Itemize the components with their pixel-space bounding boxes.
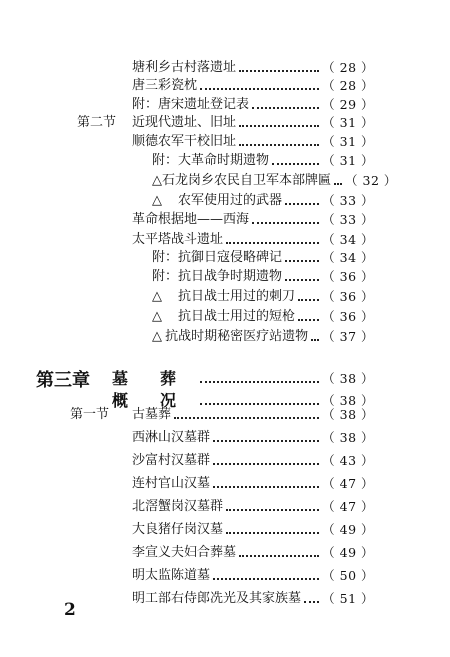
dot-leader (239, 70, 319, 72)
dot-leader (272, 163, 319, 165)
dot-leader (174, 417, 319, 419)
toc-entry-page: （ 32 ） (345, 173, 397, 188)
toc-entry-title: 石龙岗乡农民自卫军本部牌匾 (162, 173, 332, 188)
section-label: 第一节 (70, 407, 110, 422)
toc-entry-page: （ 29 ） (322, 97, 374, 112)
toc-entry-page: （ 37 ） (322, 329, 374, 344)
toc-entry-title: 抗日战士用过的刺刀 (178, 289, 296, 304)
toc-entry[interactable] (132, 589, 374, 609)
toc-entry[interactable] (132, 543, 374, 563)
dot-leader (213, 440, 319, 442)
triangle-icon: △ (152, 193, 162, 208)
toc-entry-title: 附：抗御日寇侵略碑记 (152, 250, 283, 265)
toc-entry-page: （ 49 ） (322, 545, 374, 560)
toc-entry[interactable] (152, 287, 374, 307)
toc-entry-title: 农军使用过的武器 (178, 193, 283, 208)
toc-entry[interactable] (132, 58, 374, 78)
toc-entry[interactable] (152, 327, 374, 347)
toc-entry[interactable] (132, 520, 374, 540)
toc-entry-page: （ 51 ） (322, 591, 374, 606)
toc-entry-page: （ 49 ） (322, 522, 374, 537)
dot-leader (285, 260, 319, 262)
toc-entry-title: 抗日战士用过的短枪 (178, 309, 296, 324)
toc-entry[interactable] (152, 171, 397, 191)
toc-entry[interactable] (132, 113, 374, 133)
chapter-overview-title: 概 况 (112, 391, 177, 410)
toc-entry[interactable] (132, 405, 374, 425)
dot-leader (334, 183, 342, 185)
toc-entry-page: （ 28 ） (322, 60, 374, 75)
toc-entry-page: （ 47 ） (322, 476, 374, 491)
triangle-icon: △ (152, 309, 162, 324)
dot-leader (252, 222, 319, 224)
section-label: 第二节 (77, 115, 117, 130)
toc-entry-title: 明工部右侍郎冼光及其家族墓 (132, 591, 302, 606)
chapter-title: 墓 葬 (112, 369, 177, 388)
toc-entry-title: 大良猪仔岗汉墓 (132, 522, 224, 537)
toc-entry-title: 北滘蟹岗汉墓群 (132, 499, 224, 514)
toc-entry-page: （ 34 ） (322, 250, 374, 265)
toc-entry[interactable] (152, 151, 374, 171)
toc-entry[interactable] (132, 497, 374, 517)
dot-leader (311, 339, 319, 341)
toc-entry[interactable] (132, 132, 374, 152)
toc-entry[interactable] (132, 451, 374, 471)
toc-entry-page: （ 28 ） (322, 78, 374, 93)
toc-entry-page: （ 34 ） (322, 232, 374, 247)
toc-entry[interactable] (152, 267, 374, 287)
dot-leader (200, 88, 319, 90)
chapter-title-entry[interactable] (112, 369, 374, 389)
toc-entry-page: （ 36 ） (322, 289, 374, 304)
dot-leader (239, 555, 319, 557)
toc-entry-page: （ 36 ） (322, 309, 374, 324)
toc-entry-page: （ 33 ） (322, 212, 374, 227)
dot-leader (252, 107, 319, 109)
toc-entry-title: 李宣义夫妇合葬墓 (132, 545, 237, 560)
toc-entry-page: （ 31 ） (322, 134, 374, 149)
toc-entry-page: （ 33 ） (322, 193, 374, 208)
toc-entry-page: （ 43 ） (322, 453, 374, 468)
toc-entry[interactable] (132, 76, 374, 96)
toc-entry[interactable] (132, 566, 374, 586)
toc-entry-title: 顺德农军干校旧址 (132, 134, 237, 149)
toc-entry[interactable] (152, 248, 374, 268)
toc-entry-title: 革命根据地——西海 (132, 212, 250, 227)
toc-entry-title: 附：抗日战争时期遗物 (152, 269, 283, 284)
triangle-icon: △ (152, 173, 162, 188)
page-number: 2 (64, 600, 76, 620)
toc-entry-page: （ 38 ） (322, 430, 374, 445)
dot-leader (213, 578, 319, 580)
dot-leader (285, 203, 319, 205)
toc-entry-title: 附：大革命时期遗物 (152, 153, 270, 168)
toc-entry-title: 古墓葬 (132, 407, 172, 422)
toc-entry-page: （ 36 ） (322, 269, 374, 284)
toc-entry-title: 唐三彩瓷枕 (132, 78, 198, 93)
toc-entry[interactable] (152, 191, 374, 211)
toc-entry-page: （ 31 ） (322, 153, 374, 168)
toc-entry-title: 塘利乡古村落遗址 (132, 60, 237, 75)
toc-entry-title: 西淋山汉墓群 (132, 430, 211, 445)
toc-entry-title: 连村官山汉墓 (132, 476, 211, 491)
dot-leader (226, 242, 319, 244)
dot-leader (298, 319, 319, 321)
dot-leader (304, 601, 319, 603)
triangle-icon: △ (152, 289, 162, 304)
toc-entry-page: （ 31 ） (322, 115, 374, 130)
toc-entry-page: （ 38 ） (322, 393, 374, 408)
dot-leader (226, 509, 319, 511)
toc-entry-title: 太平塔战斗遗址 (132, 232, 224, 247)
toc-entry[interactable] (132, 95, 374, 115)
toc-entry-title: 沙富村汉墓群 (132, 453, 211, 468)
toc-entry-page: （ 50 ） (322, 568, 374, 583)
toc-entry-title: 近现代遗址、旧址 (132, 115, 237, 130)
chapter-label: 第三章 (36, 370, 90, 391)
dot-leader (213, 486, 319, 488)
dot-leader (298, 299, 319, 301)
triangle-icon: △ (152, 329, 162, 344)
dot-leader (239, 144, 319, 146)
dot-leader (226, 532, 319, 534)
dot-leader (200, 381, 319, 383)
dot-leader (213, 463, 319, 465)
toc-entry[interactable] (132, 230, 374, 250)
toc-entry-page: （ 38 ） (322, 407, 374, 422)
toc-entry-page: （ 38 ） (322, 371, 374, 386)
dot-leader (239, 125, 319, 127)
toc-entry[interactable] (132, 474, 374, 494)
toc-entry[interactable] (152, 307, 374, 327)
toc-entry-title: 附：唐宋遗址登记表 (132, 97, 250, 112)
toc-entry[interactable] (132, 210, 374, 230)
dot-leader (285, 279, 319, 281)
toc-entry-title: 抗战时期秘密医疗站遗物 (165, 329, 309, 344)
toc-entry-title: 明太监陈道墓 (132, 568, 211, 583)
toc-entry[interactable] (132, 428, 374, 448)
toc-entry-page: （ 47 ） (322, 499, 374, 514)
